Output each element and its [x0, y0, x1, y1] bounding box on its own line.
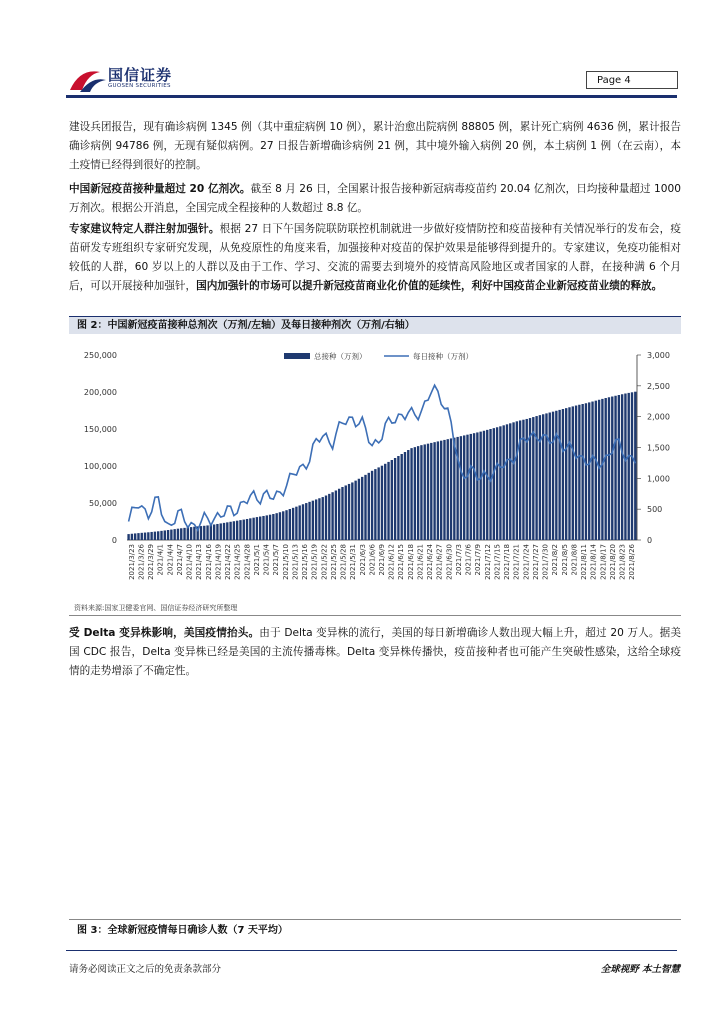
bar-total-doses — [486, 430, 488, 540]
bar-total-doses — [144, 533, 146, 540]
bar-total-doses — [489, 429, 491, 540]
bar-total-doses — [134, 533, 136, 540]
bar-total-doses — [572, 406, 574, 540]
bar-total-doses — [318, 498, 320, 540]
paragraph-1 — [69, 118, 681, 175]
bar-total-doses — [183, 528, 185, 540]
bar-total-doses — [246, 519, 248, 540]
bar-total-doses — [381, 466, 383, 540]
bar-total-doses — [634, 392, 636, 540]
x-axis-tick-label: 2021/5/25 — [329, 544, 338, 580]
bar-total-doses — [440, 441, 442, 540]
bar-total-doses — [170, 530, 172, 540]
bar-total-doses — [200, 526, 202, 540]
x-axis-tick-label: 2021/6/12 — [387, 544, 396, 580]
bar-total-doses — [193, 527, 195, 540]
bar-total-doses — [289, 509, 291, 540]
right-axis-tick-label: 1,500 — [647, 443, 670, 453]
logo-subtext: GUOSEN SECURITIES — [108, 83, 171, 89]
bar-total-doses — [601, 399, 603, 540]
bar-total-doses — [558, 410, 560, 540]
bar-total-doses — [470, 434, 472, 540]
bar-total-doses — [160, 531, 162, 540]
bar-total-doses — [177, 529, 179, 540]
bar-total-doses — [325, 496, 327, 540]
bar-total-doses — [154, 532, 156, 540]
bar-total-doses — [420, 445, 422, 540]
bar-total-doses — [479, 432, 481, 540]
bar-total-doses — [328, 494, 330, 540]
bar-total-doses — [387, 462, 389, 540]
bar-total-doses — [322, 497, 324, 540]
bar-total-doses — [542, 414, 544, 540]
bar-total-doses — [285, 510, 287, 540]
x-axis-tick-label: 2021/7/24 — [522, 544, 531, 580]
x-axis-tick-label: 2021/3/26 — [137, 544, 146, 580]
x-axis-tick-label: 2021/7/21 — [512, 544, 521, 580]
bar-total-doses — [164, 530, 166, 540]
left-axis-tick-label: 200,000 — [83, 388, 117, 397]
bar-total-doses — [295, 507, 297, 540]
bar-total-doses — [628, 393, 630, 540]
bar-total-doses — [127, 534, 129, 540]
x-axis-tick-label: 2021/6/9 — [378, 544, 386, 576]
bar-total-doses — [249, 518, 251, 540]
bar-total-doses — [588, 402, 590, 540]
bar-total-doses — [397, 456, 399, 540]
bar-total-doses — [259, 517, 261, 540]
bar-total-doses — [466, 435, 468, 540]
bar-total-doses — [575, 406, 577, 540]
bar-total-doses — [131, 534, 133, 540]
bar-total-doses — [229, 522, 231, 540]
bar-total-doses — [526, 419, 528, 540]
bar-total-doses — [535, 416, 537, 540]
x-axis-tick-label: 2021/6/27 — [435, 544, 444, 580]
bar-total-doses — [496, 427, 498, 540]
x-axis-tick-label: 2021/4/25 — [233, 544, 242, 580]
x-axis-tick-label: 2021/5/28 — [339, 544, 348, 580]
x-axis-tick-label: 2021/5/19 — [310, 544, 319, 580]
paragraph-3-heading: 专家建议特定人群注射加强针。 — [69, 223, 220, 235]
bar-total-doses — [331, 492, 333, 540]
x-axis-tick-label: 2021/7/6 — [464, 544, 473, 576]
x-axis-tick-label: 2021/4/4 — [166, 544, 175, 576]
bar-total-doses — [499, 426, 501, 540]
bar-total-doses — [509, 423, 511, 540]
bar-total-doses — [269, 515, 271, 540]
bar-total-doses — [308, 502, 310, 540]
bar-total-doses — [581, 404, 583, 540]
x-axis-tick-label: 2021/6/3 — [358, 544, 367, 576]
x-axis-tick-label: 2021/5/7 — [272, 544, 281, 576]
paragraph-4 — [69, 624, 681, 681]
page-number: Page 4 — [586, 71, 678, 89]
bar-total-doses — [608, 397, 610, 540]
bar-total-doses — [361, 477, 363, 540]
bar-total-doses — [473, 433, 475, 540]
paragraph-3-text: 根据 27 日下午国务院联防联控机制就进一步做好疫情防控和疫苗接种有关情况举行的发布会，疫苗研发专班组织专家研究发现，从免疫原性的角度来看，加强接种对疫苗的保护效果是能够得到提升的。专家建议，免疫功能相对较低的人群，60 岁以上的人群以及由于工作、学习、交流的需要去到境外的疫情高风险地区或者国家的人群，在接种满 6 个月后，可以开展接种加强针， — [69, 223, 681, 292]
bar-total-doses — [220, 523, 222, 540]
bar-total-doses — [252, 518, 254, 540]
bar-total-doses — [417, 446, 419, 540]
x-axis-tick-label: 2021/5/1 — [252, 544, 261, 576]
bar-total-doses — [348, 484, 350, 540]
bar-total-doses — [216, 524, 218, 540]
paragraph-4-heading: 受 Delta 变异株影响，美国疫情抬头。 — [69, 627, 260, 639]
x-axis-tick-label: 2021/8/11 — [580, 544, 589, 580]
bar-total-doses — [377, 467, 379, 540]
logo-text: 国信证券 — [108, 66, 173, 84]
bar-total-doses — [239, 520, 241, 540]
bar-total-doses — [578, 405, 580, 540]
x-axis-tick-label: 2021/6/30 — [445, 544, 454, 580]
bar-total-doses — [611, 397, 613, 540]
paragraph-1-text: 建设兵团报告，现有确诊病例 1345 例（其中重症病例 10 例），累计治愈出院病例 88805 例，累计死亡病例 4636 例，累计报告确诊病例 94786 例，无现有疑似病例。27 日报告新增确诊病例 21 例，其中境外输入病例 20 例，本土病例 1 例（在云南），本土疫情已经得到很好的控制。 — [69, 121, 681, 171]
bar-total-doses — [512, 422, 514, 540]
footer-slogan: 全球视野 本土智慧 — [600, 964, 680, 975]
bar-total-doses — [305, 503, 307, 540]
x-axis-tick-label: 2021/7/15 — [493, 544, 502, 580]
bar-total-doses — [391, 460, 393, 540]
x-axis-tick-label: 2021/6/15 — [397, 544, 406, 580]
bar-total-doses — [272, 514, 274, 540]
bar-total-doses — [223, 523, 225, 540]
bar-total-doses — [206, 525, 208, 540]
bar-total-doses — [621, 394, 623, 540]
paragraph-3-conclusion: 国内加强针的市场可以提升新冠疫苗商业化价值的延续性，利好中国疫苗企业新冠疫苗业绩的释放。 — [196, 280, 663, 292]
x-axis-tick-label: 2021/8/17 — [599, 544, 608, 580]
bar-total-doses — [400, 454, 402, 540]
x-axis-tick-label: 2021/6/24 — [426, 544, 435, 580]
x-axis-tick-label: 2021/4/7 — [175, 544, 184, 576]
x-axis-tick-label: 2021/8/23 — [618, 544, 627, 580]
bar-total-doses — [141, 533, 143, 540]
legend-line-label: 每日接种（万剂） — [413, 352, 473, 361]
figure-3-rule — [69, 919, 681, 920]
x-axis-tick-label: 2021/7/18 — [503, 544, 512, 580]
bar-total-doses — [410, 448, 412, 540]
right-axis-tick-label: 1,000 — [647, 474, 670, 484]
bar-total-doses — [595, 401, 597, 540]
bar-total-doses — [236, 521, 238, 540]
x-axis-tick-label: 2021/8/20 — [608, 544, 617, 580]
bar-total-doses — [312, 501, 314, 540]
right-axis-tick-label: 3,000 — [647, 351, 670, 360]
paragraph-2-heading: 中国新冠疫苗接种量超过 20 亿剂次。 — [69, 183, 251, 195]
bar-total-doses — [460, 436, 462, 540]
bar-total-doses — [604, 398, 606, 540]
figure-3-title: 图 3：全球新冠疫情每日确诊人数（7 天平均） — [69, 922, 681, 940]
bar-total-doses — [137, 533, 139, 540]
bar-total-doses — [351, 482, 353, 540]
bar-total-doses — [463, 435, 465, 540]
bar-total-doses — [226, 522, 228, 540]
right-axis-tick-label: 2,000 — [647, 412, 670, 422]
bar-total-doses — [430, 443, 432, 540]
x-axis-tick-label: 2021/5/13 — [291, 544, 300, 580]
left-axis-tick-label: 250,000 — [83, 351, 117, 360]
x-axis-tick-label: 2021/5/16 — [301, 544, 310, 580]
footer-disclaimer: 请务必阅读正文之后的免责条款部分 — [69, 964, 222, 975]
bar-total-doses — [292, 508, 294, 540]
bar-total-doses — [298, 505, 300, 540]
bar-total-doses — [424, 444, 426, 540]
x-axis-tick-label: 2021/7/3 — [454, 544, 463, 576]
x-axis-tick-label: 2021/4/16 — [204, 544, 213, 580]
figure-2-title: 图 2：中国新冠疫苗接种总剂次（万剂/左轴）及每日接种剂次（万剂/右轴） — [69, 316, 681, 334]
x-axis-tick-label: 2021/7/27 — [531, 544, 540, 580]
bar-total-doses — [552, 412, 554, 540]
bar-total-doses — [282, 511, 284, 540]
bar-total-doses — [266, 515, 268, 540]
bar-total-doses — [354, 481, 356, 540]
bar-total-doses — [173, 529, 175, 540]
bar-total-doses — [502, 425, 504, 540]
bar-total-doses — [539, 415, 541, 540]
bar-total-doses — [476, 432, 478, 540]
figure-2-divider — [69, 615, 681, 616]
bar-total-doses — [624, 394, 626, 540]
bar-total-doses — [549, 413, 551, 540]
bar-total-doses — [618, 395, 620, 540]
x-axis-tick-label: 2021/4/1 — [156, 544, 165, 576]
bar-total-doses — [407, 450, 409, 540]
x-axis-tick-label: 2021/8/8 — [570, 544, 579, 576]
bar-total-doses — [147, 532, 149, 540]
bar-total-doses — [302, 504, 304, 540]
bar-total-doses — [443, 440, 445, 540]
bar-total-doses — [167, 530, 169, 540]
bar-total-doses — [483, 431, 485, 540]
x-axis-tick-label: 2021/8/26 — [628, 544, 637, 580]
x-axis-tick-label: 2021/5/10 — [281, 544, 290, 580]
bar-total-doses — [384, 464, 386, 540]
x-axis-tick-label: 2021/7/9 — [474, 544, 483, 576]
x-axis-tick-label: 2021/4/13 — [195, 544, 204, 580]
x-axis-tick-label: 2021/3/29 — [147, 544, 156, 580]
bar-total-doses — [256, 517, 258, 540]
left-axis-tick-label: 50,000 — [89, 499, 117, 508]
paragraph-4-text: 由于 Delta 变异株的流行，美国的每日新增确诊人数出现大幅上升，超过 20 万人。据美国 CDC 报告，Delta 变异株已经是美国的主流传播毒株。Delta 变异株传播快，疫苗接种者也可能产生突破性感染，这给全球疫情的走势增添了不确定性。 — [69, 627, 682, 677]
bar-total-doses — [545, 413, 547, 540]
x-axis-tick-label: 2021/6/21 — [416, 544, 425, 580]
footer-divider — [66, 950, 677, 951]
bar-total-doses — [157, 531, 159, 540]
x-axis-tick-label: 2021/4/22 — [224, 544, 233, 580]
bar-total-doses — [243, 520, 245, 540]
paragraph-2 — [69, 180, 681, 218]
figure-2-source: 资料来源:国家卫健委官网、国信证券经济研究所整理 — [74, 604, 238, 612]
bar-total-doses — [493, 428, 495, 540]
bar-total-doses — [358, 479, 360, 540]
bar-total-doses — [364, 475, 366, 540]
right-axis-tick-label: 0 — [647, 536, 653, 545]
bar-total-doses — [187, 527, 189, 540]
bar-total-doses — [565, 408, 567, 540]
bar-total-doses — [335, 490, 337, 540]
bar-total-doses — [450, 438, 452, 540]
x-axis-tick-label: 2021/8/14 — [589, 544, 598, 580]
bar-total-doses — [368, 473, 370, 540]
bar-total-doses — [315, 499, 317, 540]
bar-total-doses — [338, 489, 340, 540]
bar-total-doses — [427, 444, 429, 540]
left-axis-tick-label: 0 — [111, 536, 117, 545]
bar-total-doses — [562, 409, 564, 540]
bar-total-doses — [394, 458, 396, 540]
bar-total-doses — [341, 487, 343, 540]
bar-total-doses — [506, 424, 508, 540]
bar-total-doses — [585, 403, 587, 540]
bar-total-doses — [262, 516, 264, 540]
bar-total-doses — [414, 447, 416, 540]
paragraph-2-text: 截至 8 月 26 日，全国累计报告接种新冠病毒疫苗约 20.04 亿剂次，日均接种量超过 1000 万剂次。根据公开消息，全国完成全程接种的人数超过 8.8 亿。 — [69, 183, 681, 214]
x-axis-tick-label: 2021/4/10 — [185, 544, 194, 580]
header-divider — [66, 95, 677, 98]
bar-total-doses — [180, 528, 182, 540]
bar-total-doses — [516, 421, 518, 540]
bar-total-doses — [275, 513, 277, 540]
x-axis-tick-label: 2021/3/23 — [127, 544, 136, 580]
x-axis-tick-label: 2021/7/12 — [483, 544, 492, 580]
bar-total-doses — [591, 402, 593, 540]
right-axis-tick-label: 2,500 — [647, 381, 670, 391]
x-axis-tick-label: 2021/8/5 — [560, 544, 569, 576]
x-axis-tick-label: 2021/6/6 — [368, 544, 377, 576]
left-axis-tick-label: 100,000 — [83, 462, 117, 471]
left-axis-tick-label: 150,000 — [83, 425, 117, 434]
bar-total-doses — [150, 532, 152, 540]
bar-total-doses — [555, 411, 557, 540]
x-axis-tick-label: 2021/5/4 — [262, 544, 271, 576]
x-axis-tick-label: 2021/7/30 — [541, 544, 550, 580]
bar-total-doses — [371, 471, 373, 540]
bar-total-doses — [374, 469, 376, 540]
bar-total-doses — [437, 441, 439, 540]
x-axis-tick-label: 2021/5/22 — [320, 544, 329, 580]
bar-total-doses — [598, 400, 600, 540]
bar-total-doses — [345, 485, 347, 540]
legend-bar-swatch — [284, 353, 310, 359]
vaccination-chart — [69, 343, 681, 598]
legend-bar-label: 总接种（万剂） — [314, 352, 367, 361]
paragraph-3 — [69, 220, 681, 296]
bar-total-doses — [447, 439, 449, 540]
bar-total-doses — [532, 417, 534, 540]
bar-total-doses — [233, 521, 235, 540]
bar-total-doses — [190, 527, 192, 540]
x-axis-tick-label: 2021/8/2 — [551, 544, 560, 576]
bar-total-doses — [568, 407, 570, 540]
right-axis-tick-label: 500 — [647, 505, 663, 515]
x-axis-tick-label: 2021/5/31 — [349, 544, 358, 580]
x-axis-tick-label: 2021/6/18 — [406, 544, 415, 580]
x-axis-tick-label: 2021/4/19 — [214, 544, 223, 580]
bar-total-doses — [614, 396, 616, 540]
bar-total-doses — [203, 526, 205, 540]
bar-total-doses — [631, 392, 633, 540]
bar-total-doses — [433, 442, 435, 540]
bar-total-doses — [279, 512, 281, 540]
x-axis-tick-label: 2021/4/28 — [243, 544, 252, 580]
bar-total-doses — [453, 438, 455, 540]
bar-total-doses — [213, 524, 215, 540]
bar-total-doses — [404, 452, 406, 540]
